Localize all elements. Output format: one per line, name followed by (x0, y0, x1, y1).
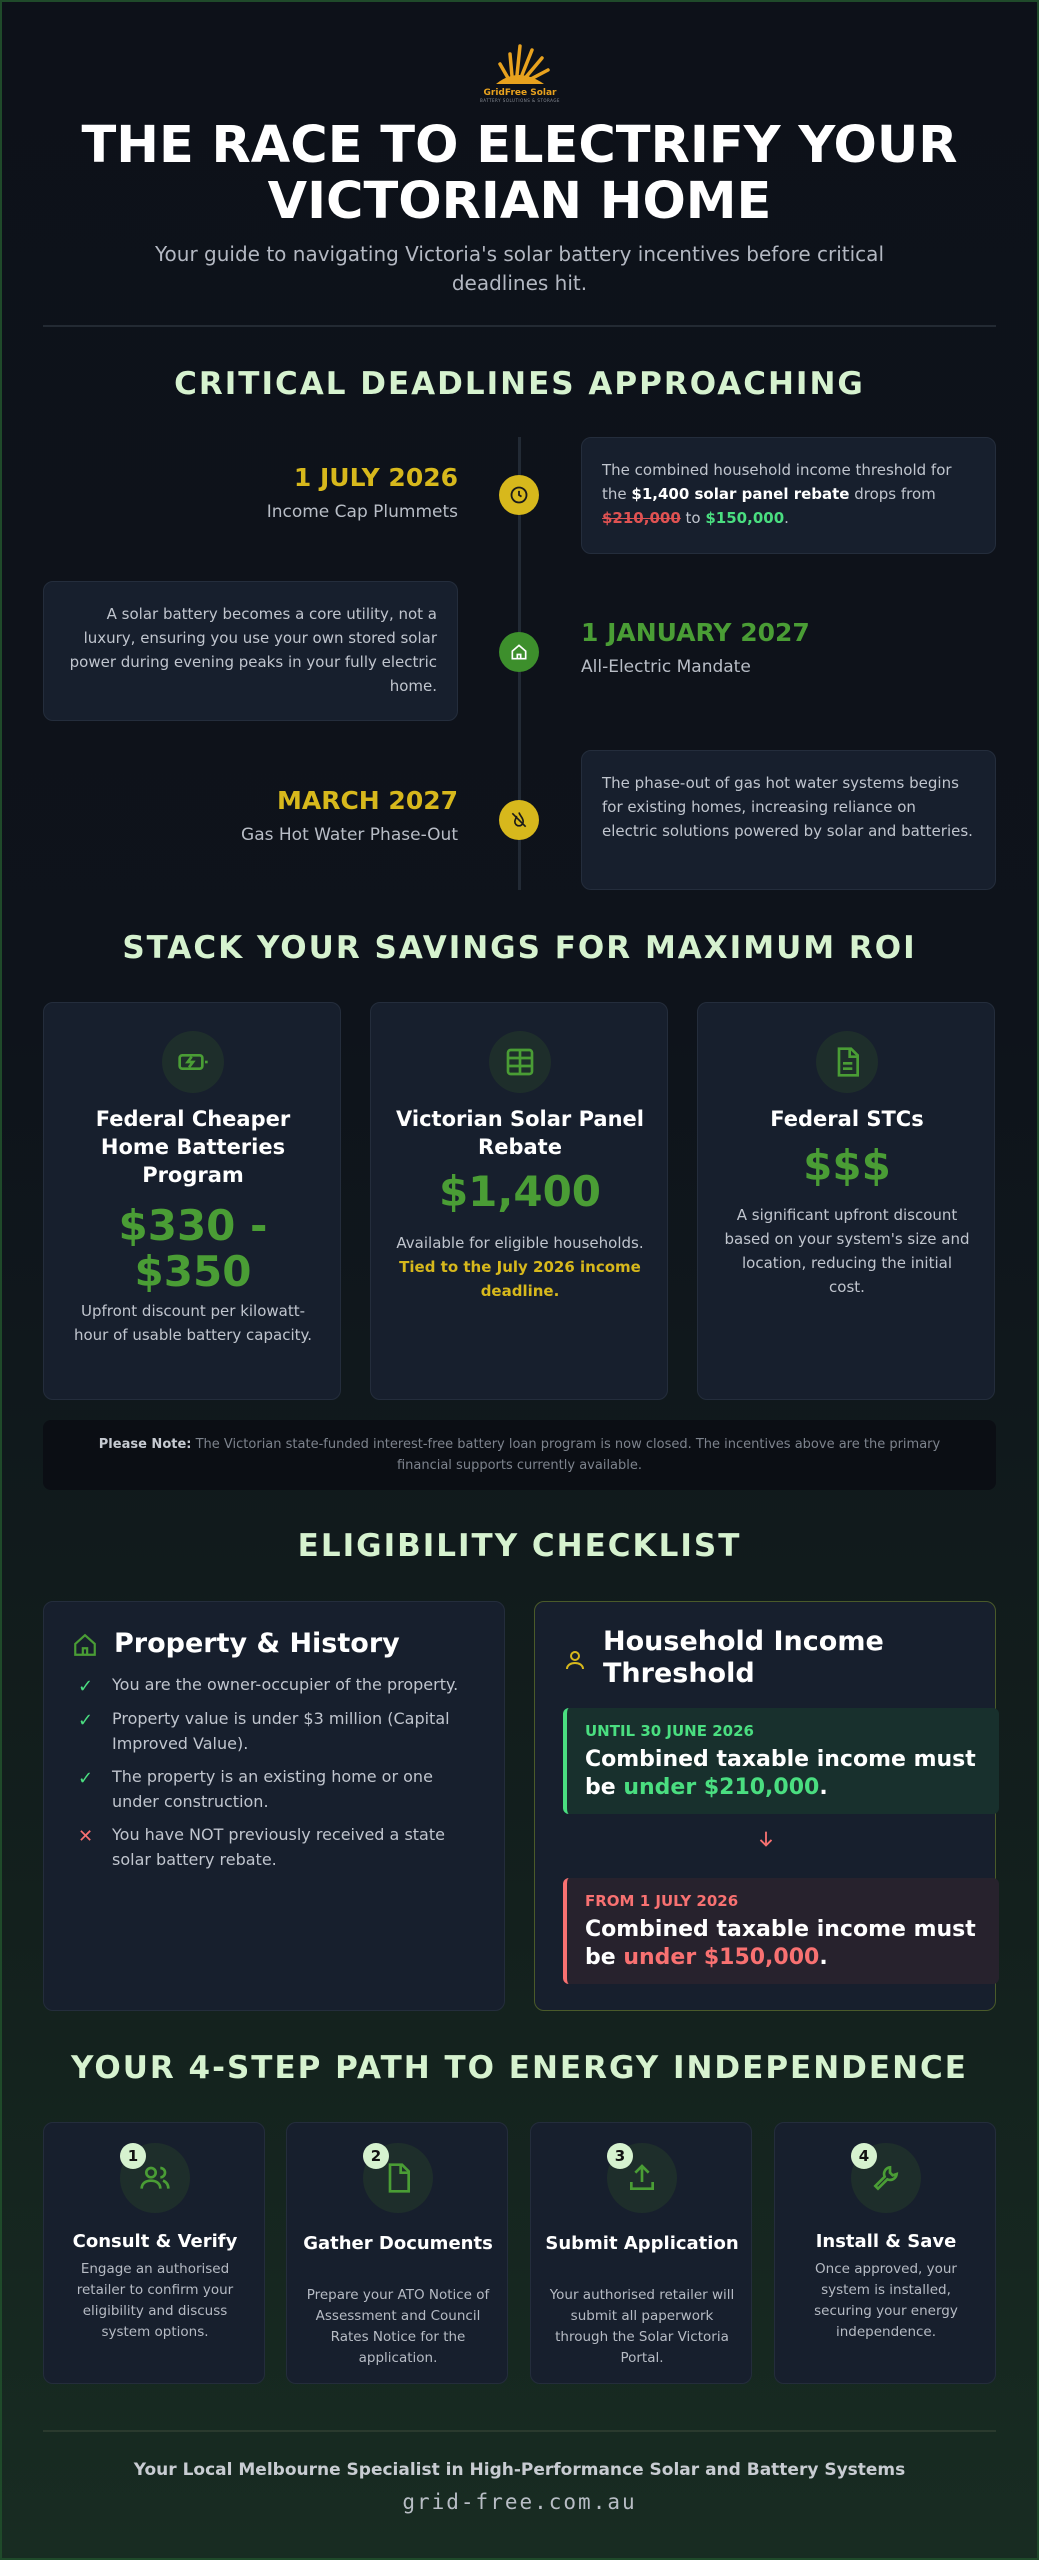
step-card-1 (43, 2122, 265, 2384)
eligibility-heading: ELIGIBILITY CHECKLIST (297, 1528, 742, 1564)
steps-heading: YOUR 4-STEP PATH TO ENERGY INDEPENDENCE (71, 2050, 968, 2086)
after-value: under $150,000 (623, 1945, 820, 1970)
timeline-card-1 (581, 437, 996, 554)
page-title (40, 118, 999, 230)
note-label: Please Note: (98, 1437, 192, 1452)
sun-logo-icon (470, 40, 570, 88)
after-label: FROM 1 JULY 2026 (585, 1892, 739, 1910)
income-card (534, 1601, 996, 2011)
step-title: Gather Documents (303, 2233, 493, 2254)
battery-charging-icon (162, 1031, 224, 1093)
after-text-span: Combined taxable income must be (585, 1917, 976, 1970)
step-title: Install & Save (815, 2231, 957, 2252)
title-line-2: VICTORIAN HOME (267, 172, 772, 231)
income-title-line: Threshold (603, 1658, 755, 1689)
cross-icon: ✕ (78, 1826, 94, 1847)
document-icon (816, 1031, 878, 1093)
before-text-span: Combined taxable income must be (585, 1747, 976, 1800)
step-title: Consult & Verify (72, 2231, 238, 2252)
savings-desc: Upfront discount per kilowatt-hour of usable battery capacity. (73, 1302, 313, 1344)
savings-desc: A significant upfront discount based on your system's size and location, reducing the initial cost. (724, 1206, 970, 1296)
timeline-card-2: A solar battery becomes a core utility, not a luxury, ensuring you use your own stored solar power during evening peaks in your fully electric home. (43, 581, 458, 721)
step-number: 4 (851, 2143, 877, 2169)
timeline-item-2-head (581, 618, 981, 677)
timeline-date: 1 JANUARY 2027 (581, 618, 810, 647)
page-subtitle: Your guide to navigating Victoria's solar battery incentives before critical deadlines hit. (155, 242, 884, 295)
new-threshold: $150,000 (705, 509, 785, 527)
checklist-text: Property value is under $3 million (Capital Improved Value). (112, 1709, 450, 1753)
savings-title: Victorian Solar Panel Rebate (396, 1107, 644, 1159)
savings-heading: STACK YOUR SAVINGS FOR MAXIMUM ROI (122, 930, 917, 966)
arrow-down-icon (755, 1828, 777, 1856)
savings-amount: $$$ (803, 1141, 891, 1190)
solar-panel-icon (489, 1031, 551, 1093)
checklist-text: The property is an existing home or one under construction. (112, 1767, 433, 1811)
step-desc: Engage an authorised retailer to confirm your eligibility and discuss system options. (76, 2261, 234, 2340)
timeline-item-1-head (160, 463, 458, 522)
step-card-2 (286, 2122, 508, 2384)
timeline-date: MARCH 2027 (276, 786, 458, 815)
step-card-4 (774, 2122, 996, 2384)
desc-text: The combined household income threshold for the (602, 461, 952, 503)
footer-url[interactable]: grid-free.com.au (402, 2490, 637, 2514)
title-line-1: THE RACE TO ELECTRIFY YOUR (81, 116, 958, 175)
logo-brand: GridFree Solar (483, 88, 557, 98)
savings-desc-highlight: Tied to the July 2026 income deadline. (399, 1258, 641, 1300)
divider (43, 325, 996, 327)
old-threshold: $210,000 (602, 509, 681, 527)
income-before-box (563, 1708, 999, 1814)
checklist-text: You are the owner-occupier of the property. (112, 1675, 459, 1694)
deadlines-heading: CRITICAL DEADLINES APPROACHING (174, 366, 865, 402)
note-text: The Victorian state-funded interest-free battery loan program is now closed. The incentives above are the primary financial supports currently available. (191, 1437, 941, 1473)
step-number: 2 (363, 2143, 389, 2169)
timeline-item-3-head (160, 786, 458, 845)
check-icon: ✓ (78, 1676, 94, 1697)
savings-title: Federal STCs (770, 1107, 924, 1131)
step-title: Submit Application (545, 2233, 739, 2254)
step-desc: Once approved, your system is installed, securing your energy independence. (814, 2261, 958, 2340)
income-after-box (563, 1878, 999, 1984)
checklist-text: You have NOT previously received a state solar battery rebate. (112, 1825, 445, 1869)
desc-text: . (784, 509, 789, 527)
step-number: 3 (607, 2143, 633, 2169)
savings-card-3 (697, 1002, 995, 1400)
desc-text: drops from (849, 485, 936, 503)
footer-divider (43, 2430, 996, 2432)
timeline-label: All-Electric Mandate (581, 657, 751, 677)
income-title-line: Household Income (603, 1626, 884, 1657)
timeline-card-3: The phase-out of gas hot water systems begins for existing homes, increasing reliance on electric solutions powered by solar and batteries. (581, 750, 996, 890)
savings-amount: $1,400 (438, 1167, 602, 1216)
before-text (585, 1746, 981, 1802)
savings-title: Federal Cheaper Home Batteries Program (95, 1107, 291, 1187)
step-number: 1 (120, 2143, 146, 2169)
check-icon: ✓ (78, 1710, 94, 1731)
savings-card-1 (43, 1002, 341, 1400)
desc-text: to (680, 509, 706, 527)
property-card (43, 1601, 505, 2011)
house-icon (72, 1632, 98, 1662)
period: . (819, 1775, 828, 1800)
logo-tagline: BATTERY SOLUTIONS & STORAGE (480, 98, 560, 103)
before-label: UNTIL 30 JUNE 2026 (585, 1722, 754, 1740)
flame-off-icon (499, 800, 539, 840)
income-title (603, 1626, 884, 1690)
timeline-label: Gas Hot Water Phase-Out (241, 825, 458, 845)
step-desc: Prepare your ATO Notice of Assessment and Council Rates Notice for the application. (306, 2287, 490, 2366)
desc-bold: $1,400 solar panel rebate (631, 485, 850, 503)
timeline-date: 1 JULY 2026 (293, 463, 458, 492)
timeline-label: Income Cap Plummets (266, 502, 458, 522)
period: . (819, 1945, 828, 1970)
savings-desc (396, 1231, 644, 1303)
savings-amount: $330 - $350 (118, 1201, 268, 1296)
user-icon (563, 1648, 587, 1676)
home-icon (499, 632, 539, 672)
property-title: Property & History (114, 1628, 400, 1659)
savings-card-2 (370, 1002, 668, 1400)
savings-note (43, 1420, 996, 1490)
before-value: under $210,000 (623, 1775, 820, 1800)
check-icon: ✓ (78, 1768, 94, 1789)
after-text (585, 1916, 981, 1972)
savings-desc-text: Available for eligible households. (396, 1234, 644, 1252)
logo (470, 40, 570, 106)
step-desc: Your authorised retailer will submit all paperwork through the Solar Victoria Portal. (549, 2287, 735, 2366)
step-card-3 (530, 2122, 752, 2384)
clock-icon (499, 475, 539, 515)
footer-tagline: Your Local Melbourne Specialist in High-Performance Solar and Battery Systems (133, 2460, 906, 2480)
